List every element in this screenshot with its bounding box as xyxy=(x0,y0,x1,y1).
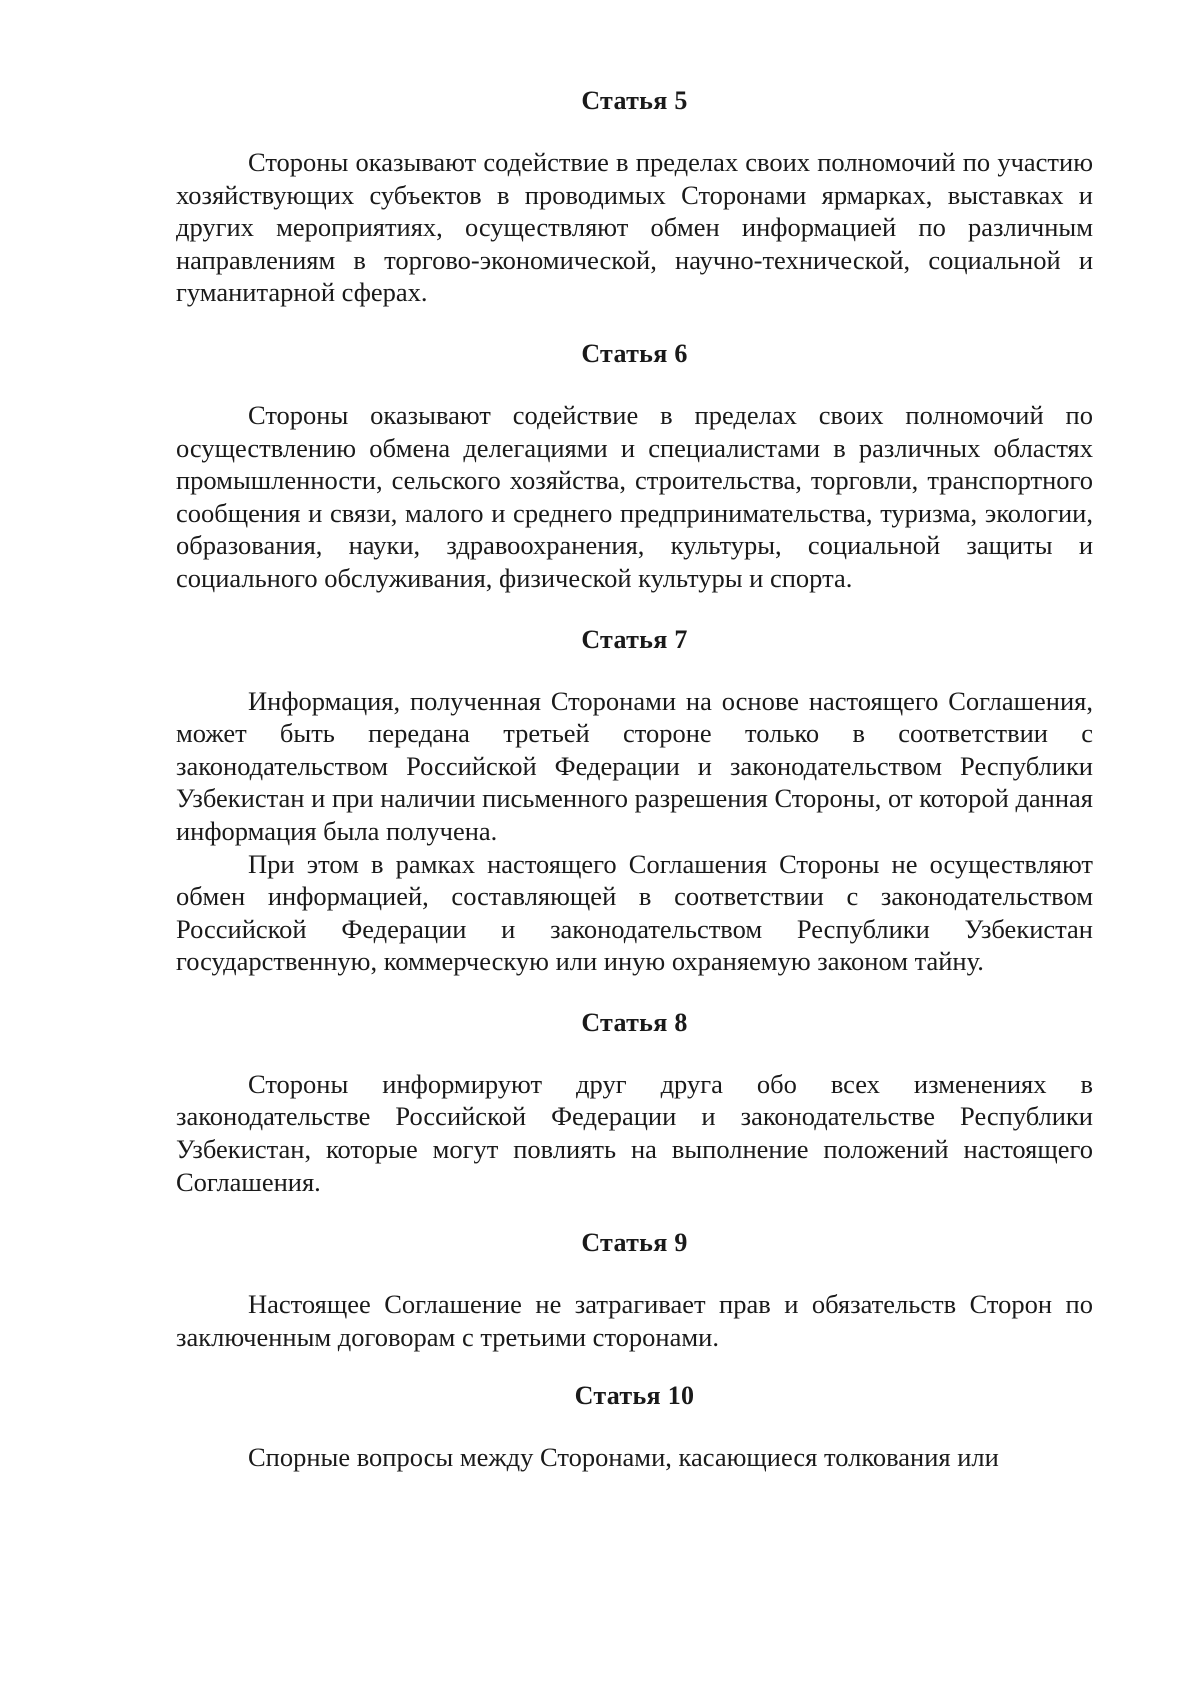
article-title: Статья 6 xyxy=(581,338,688,368)
article-title: Статья 10 xyxy=(574,1381,695,1411)
article-spacer xyxy=(176,1198,1093,1228)
article-title: Статья 7 xyxy=(581,624,688,654)
article-title: Статья 9 xyxy=(581,1228,688,1258)
article-paragraph: Стороны оказывают содействие в пределах своих полномочий по осуществлению обмена делегациями и специалистами в различных областях промышленности, сельского хозяйства, строительства, торговли, транспортного сообщения и связи, малого и среднего предпринимательства, туризма, экологии, образования, науки, здравоохранения, культуры, социальной защиты и социального обслуживания, физической культуры и спорта. xyxy=(176,399,1093,593)
article-spacer xyxy=(176,595,1093,625)
article-title: Статья 5 xyxy=(581,86,688,115)
article-spacer xyxy=(176,978,1093,1008)
article-paragraph: Стороны оказывают содействие в пределах своих полномочий по участию хозяйствующих субъектов в проводимых Сторонами ярмарках, выставках и других мероприятиях, осуществляют обмен информацией по различным направлениям в торгово-экономической, научно-технической, социальной и гуманитарной сферах. xyxy=(176,147,1093,308)
article-spacer xyxy=(176,1353,1093,1381)
article-title: Статья 8 xyxy=(581,1007,688,1037)
article-spacer xyxy=(176,309,1093,339)
article-paragraph: Информация, полученная Сторонами на основе настоящего Соглашения, может быть передана третьей стороне только в соответствии с законодательством Российской Федерации и законодательством Республики Узбекистан и при наличии письменного разрешения Стороны, от которой данная информация была получена. xyxy=(176,685,1093,846)
article-paragraph: Спорные вопросы между Сторонами, касающиеся толкования или xyxy=(248,1442,999,1473)
document-body xyxy=(176,86,1093,1474)
article-8 xyxy=(176,1008,1093,1198)
article-5 xyxy=(176,86,1093,309)
article-paragraph: При этом в рамках настоящего Соглашения Стороны не осуществляют обмен информацией, составляющей в соответствии с законодательством Российской Федерации и законодательством Республики Узбекистан государственную, коммерческую или иную охраняемую законом тайну. xyxy=(176,848,1093,977)
article-10 xyxy=(176,1381,1093,1474)
article-6 xyxy=(176,339,1093,595)
article-paragraph: Настоящее Соглашение не затрагивает прав и обязательств Сторон по заключенным договорам с третьими сторонами. xyxy=(176,1289,1093,1352)
article-paragraph: Стороны информируют друг друга обо всех изменениях в законодательстве Российской Федерации и законодательстве Республики Узбекистан, которые могут повлиять на выполнение положений настоящего Соглашения. xyxy=(176,1068,1093,1197)
article-9 xyxy=(176,1228,1093,1353)
article-7 xyxy=(176,625,1093,978)
